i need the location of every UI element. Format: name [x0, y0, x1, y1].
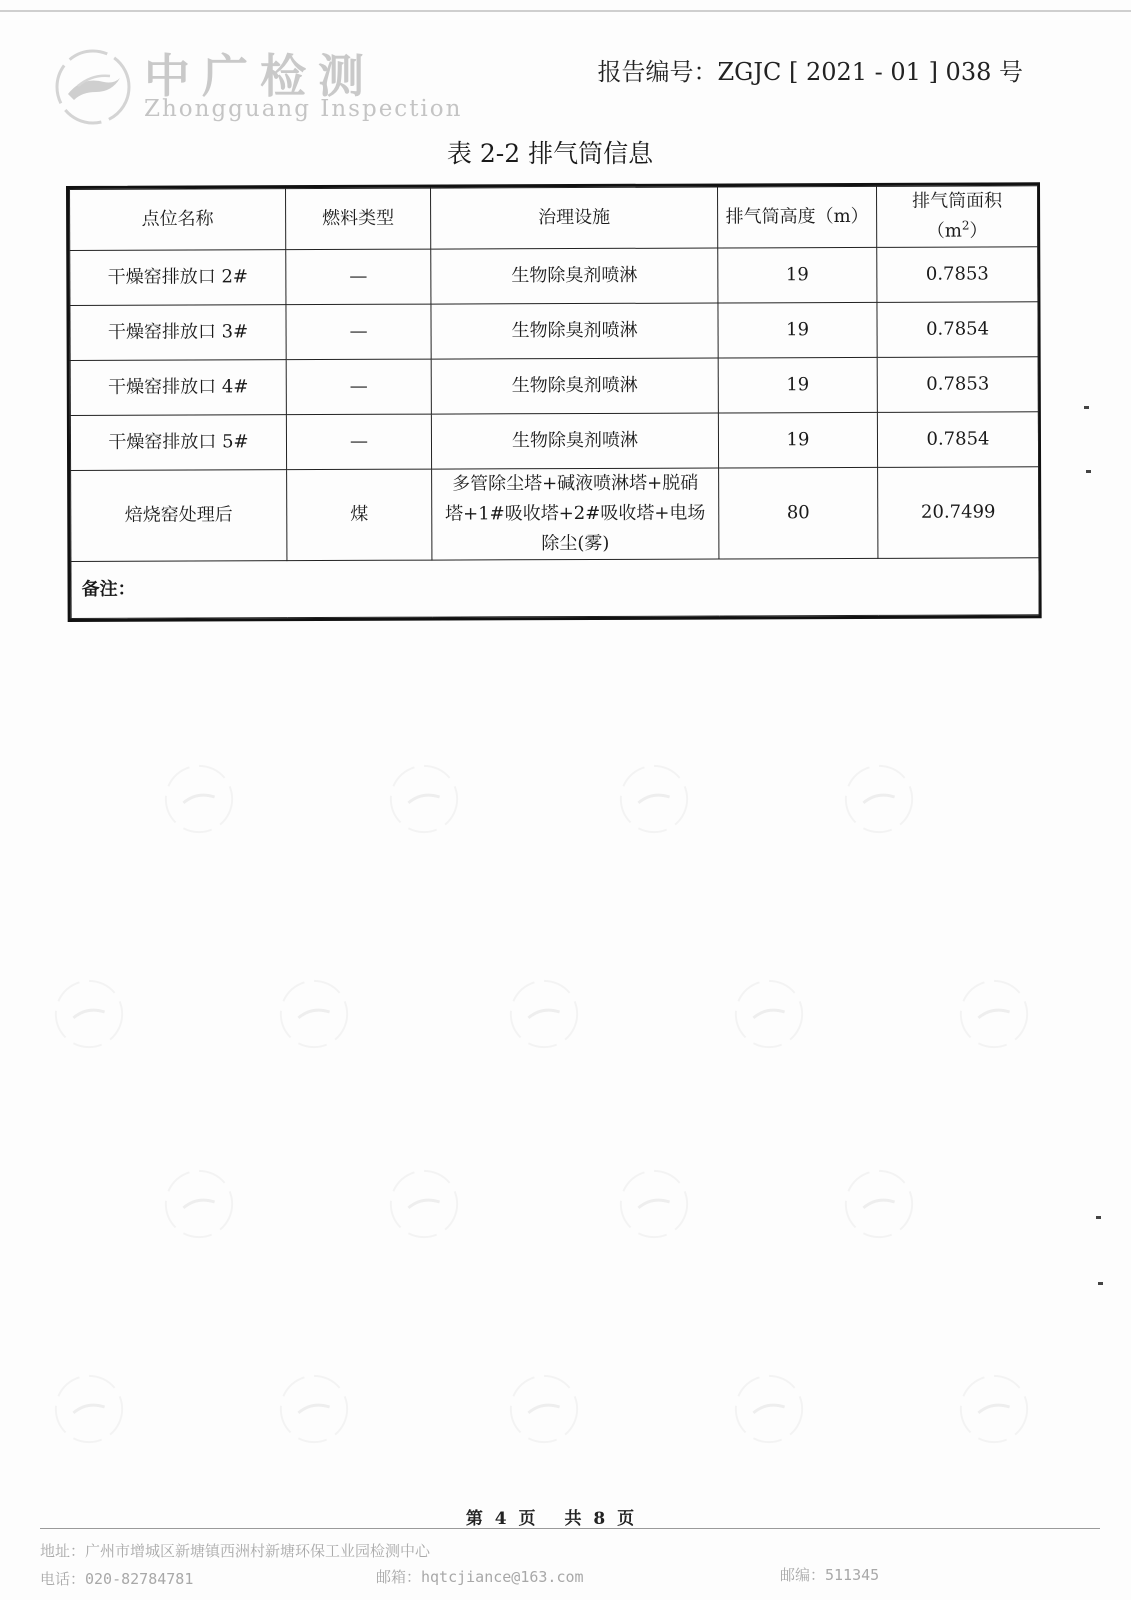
- cell-area: 20.7499: [878, 467, 1039, 559]
- watermark-icon: [840, 760, 918, 838]
- cell-fuel: —: [286, 304, 431, 360]
- watermark-icon: [840, 1165, 918, 1243]
- watermark-icon: [955, 975, 1033, 1053]
- table-row: [70, 412, 1038, 471]
- header-stack-area-label: 排气筒面积: [912, 190, 1003, 212]
- cell-treatment: 生物除臭剂喷淋: [431, 303, 718, 359]
- table-header-row: [70, 186, 1038, 251]
- header-stack-area: [877, 186, 1038, 248]
- scan-speck: [1098, 1282, 1103, 1285]
- logo-emblem-icon: [52, 46, 134, 128]
- cell-area: 0.7854: [877, 302, 1038, 358]
- treatment-line: 除尘(雾): [541, 532, 610, 555]
- watermark-icon: [955, 1370, 1033, 1448]
- watermark-icon: [50, 975, 128, 1053]
- table-row: [70, 302, 1038, 361]
- watermark-icon: [160, 760, 238, 838]
- area-unit-prefix: （m: [926, 220, 962, 242]
- top-edge-line: [0, 0, 1131, 12]
- cell-height: 19: [718, 247, 877, 303]
- header-stack-height: 排气筒高度（m）: [718, 186, 877, 248]
- cell-area: 0.7854: [877, 412, 1038, 468]
- cell-treatment: 生物除臭剂喷淋: [431, 248, 718, 304]
- watermark-icon: [385, 760, 463, 838]
- stack-info-table: [66, 182, 1042, 622]
- cell-point: 焙烧窑处理后: [71, 470, 287, 562]
- report-number: 报告编号：ZGJC [ 2021 - 01 ] 038 号: [597, 58, 1023, 86]
- table-row: [70, 357, 1038, 416]
- cell-point: 干燥窑排放口 3#: [70, 305, 286, 361]
- note-label: 备注：: [71, 558, 1039, 619]
- cell-treatment: 生物除臭剂喷淋: [431, 413, 718, 469]
- footer-divider: [40, 1528, 1100, 1529]
- header-treatment: 治理设施: [431, 187, 718, 249]
- watermark-icon: [615, 760, 693, 838]
- watermark-icon: [730, 975, 808, 1053]
- area-unit-superscript: 2: [961, 218, 970, 233]
- watermark-icon: [505, 1370, 583, 1448]
- footer-address: 地址：广州市增城区新塘镇西洲村新塘环保工业园检测中心: [40, 1542, 431, 1560]
- watermark-icon: [275, 975, 353, 1053]
- table-title: 表 2-2 排气筒信息: [446, 139, 654, 168]
- treatment-line: 塔+1#吸收塔+2#吸收塔+电场: [445, 502, 706, 525]
- cell-fuel: —: [286, 359, 431, 415]
- area-unit-suffix: ）: [969, 220, 988, 242]
- cell-height: 19: [718, 412, 877, 468]
- table-row: [70, 247, 1038, 306]
- page-number: 第 4 页 共 8 页: [465, 1509, 635, 1529]
- watermark-icon: [275, 1370, 353, 1448]
- footer-email: 邮箱：hqtcjiance@163.com: [376, 1568, 584, 1586]
- cell-fuel: —: [286, 249, 431, 305]
- cell-fuel: 煤: [287, 469, 432, 561]
- watermark-icon: [50, 1370, 128, 1448]
- cell-treatment: [432, 468, 719, 560]
- watermark-icon: [505, 975, 583, 1053]
- footer-phone: 电话：020-82784781: [40, 1570, 194, 1588]
- scan-speck: [1096, 1216, 1101, 1219]
- cell-height: 19: [718, 302, 877, 358]
- table-row: [71, 467, 1039, 562]
- cell-area: 0.7853: [877, 357, 1038, 413]
- logo-chinese-text: 中广检测: [144, 49, 376, 103]
- cell-area: 0.7853: [877, 247, 1038, 303]
- cell-height: 80: [719, 467, 878, 559]
- treatment-line: 多管除尘塔+碱液喷淋塔+脱硝: [452, 472, 699, 495]
- watermark-icon: [730, 1370, 808, 1448]
- company-logo: [52, 38, 463, 128]
- header-point-name: 点位名称: [70, 189, 286, 251]
- cell-fuel: —: [286, 414, 431, 470]
- watermark-icon: [385, 1165, 463, 1243]
- cell-point: 干燥窑排放口 5#: [70, 415, 286, 471]
- footer-postcode: 邮编：511345: [780, 1566, 880, 1584]
- logo-english-text: Zhongguang Inspection: [144, 96, 463, 122]
- note-row: [71, 558, 1039, 619]
- cell-point: 干燥窑排放口 4#: [70, 360, 286, 416]
- scan-speck: [1084, 406, 1089, 409]
- cell-treatment: 生物除臭剂喷淋: [431, 358, 718, 414]
- scan-speck: [1086, 470, 1091, 473]
- header-stack-area-unit: [883, 216, 1031, 247]
- watermark-icon: [615, 1165, 693, 1243]
- watermark-icon: [160, 1165, 238, 1243]
- cell-point: 干燥窑排放口 2#: [70, 250, 286, 306]
- header-fuel-type: 燃料类型: [286, 188, 431, 250]
- cell-height: 19: [718, 357, 877, 413]
